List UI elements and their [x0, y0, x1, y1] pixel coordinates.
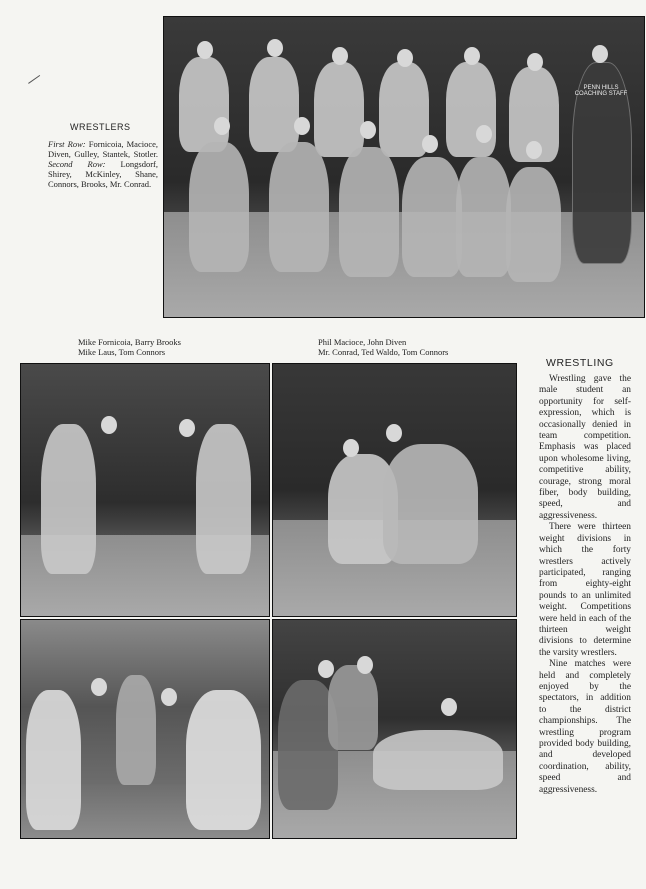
second-row-names: Longsdorf, Shirey, McKinley, Shane, Connors, Brooks, Mr. Conrad.: [48, 159, 158, 189]
first-row-label: First Row:: [48, 139, 86, 149]
practice-photo-2: [272, 619, 517, 839]
team-roster: [48, 139, 158, 189]
article-title: WRESTLING: [546, 357, 614, 369]
coach-shirt-text: PENN HILLS COACHING STAFF: [574, 85, 628, 97]
article-paragraph-2: There were thirteen weight divisions in which the forty wrestlers actively participated, ranging from eighty-eight pounds to an unlimited weight. Competitions were held in each of the thirteen weight divisions to determine the varsity wrestlers.: [539, 522, 631, 658]
article-paragraph-3: Nine matches were held and completely enjoyed by the spectators, in addition to the district championships. The wrestling program provided body building, and developed coordination, ability, speed and aggressiveness.: [539, 659, 631, 795]
right-caption-line2: Mr. Conrad, Ted Waldo, Tom Connors: [318, 347, 449, 357]
match-photo-1: [20, 363, 270, 617]
team-photo: [163, 16, 645, 318]
right-caption-line1: Phil Macioce, John Diven: [318, 337, 407, 347]
left-caption-line1: Mike Fornicoia, Barry Brooks: [78, 337, 181, 347]
wrestlers-heading: WRESTLERS: [70, 122, 131, 132]
second-row-label: Second Row:: [48, 159, 106, 169]
right-caption: [318, 337, 528, 357]
left-caption: [78, 337, 268, 357]
left-caption-line2: Mike Laus, Tom Connors: [78, 347, 166, 357]
first-row-names: Fornicoia, Macioce, Diven, Gulley, Stantek, Stotler.: [48, 139, 158, 159]
margin-pencil-mark: [28, 75, 46, 92]
match-photo-2: [272, 363, 517, 617]
article-paragraph-1: Wrestling gave the male student an opportunity for self-expression, which is occasionally denied in team competition. Emphasis was placed upon wholesome living, competitive ability, courage, strong moral fiber, body building, speed, and aggressiveness.: [539, 374, 631, 521]
practice-photo-1: [20, 619, 270, 839]
article-body: [539, 374, 631, 796]
